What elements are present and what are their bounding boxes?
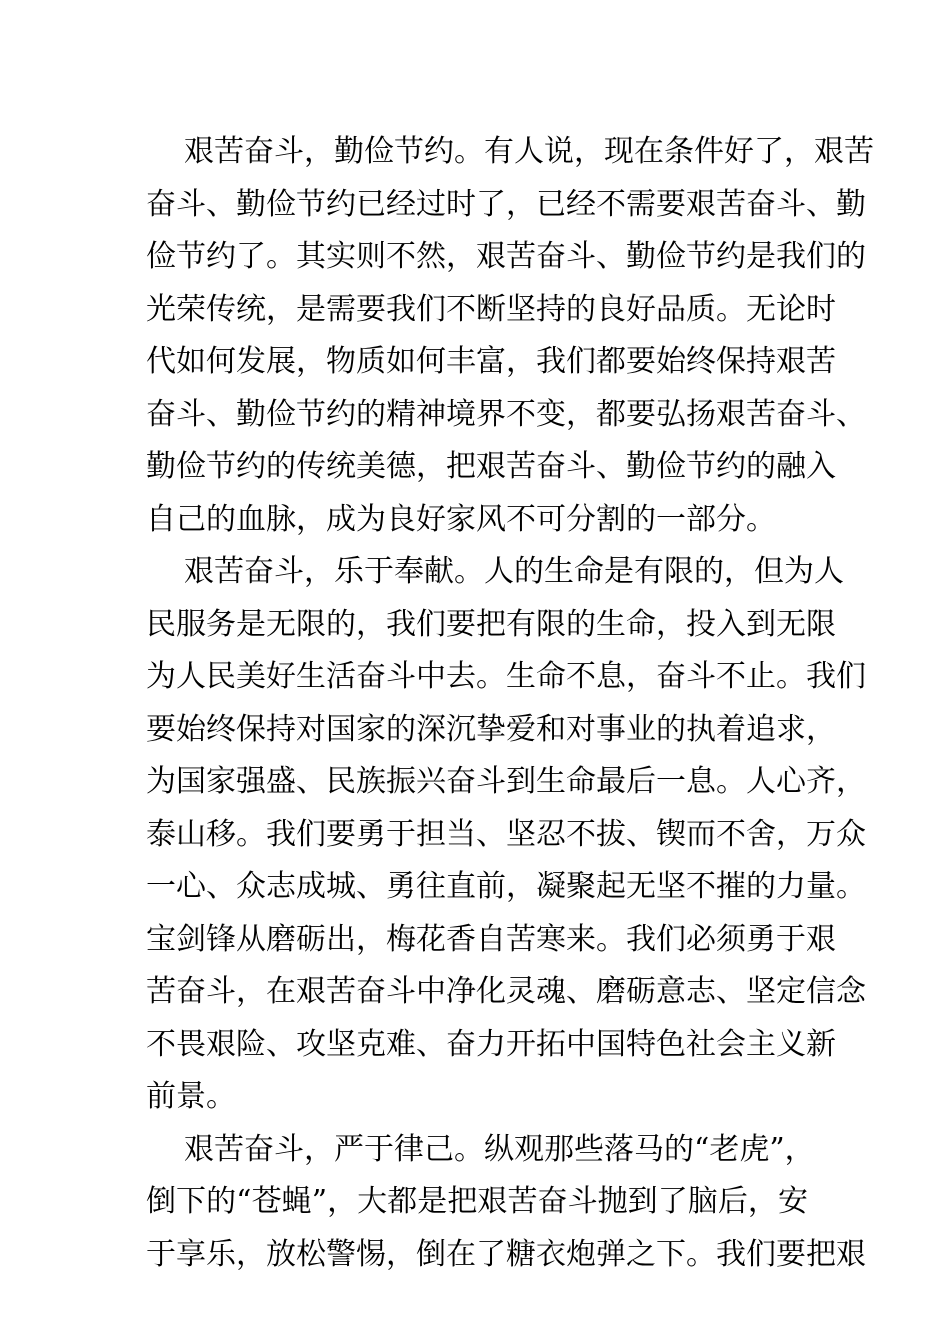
text-line: 俭节约了。其实则不然，艰苦奋斗、勤俭节约是我们的: [146, 239, 866, 274]
text-line: 宝剑锋从磨砺出，梅花香自苦寒来。我们必须勇于艰: [146, 921, 836, 957]
text-line: 艰苦奋斗，勤俭节约。有人说，现在条件好了，艰苦: [184, 134, 874, 169]
text-line: 光荣传统，是需要我们不断坚持的良好品质。无论时: [146, 291, 836, 327]
text-line: 艰苦奋斗，乐于奉献。人的生命是有限的，但为人: [184, 554, 844, 589]
paragraph-self-discipline: [146, 1124, 866, 1282]
paragraph-frugality: [146, 126, 874, 546]
text-line: 奋斗、勤俭节约已经过时了，已经不需要艰苦奋斗、勤: [146, 186, 866, 222]
text-line: 泰山移。我们要勇于担当、坚忍不拔、锲而不舍，万众: [146, 816, 866, 852]
text-line: 于享乐，放松警惕，倒在了糖衣炮弹之下。我们要把艰: [146, 1236, 866, 1272]
text-line: 为人民美好生活奋斗中去。生命不息，奋斗不止。我们: [146, 659, 866, 694]
text-line: 奋斗、勤俭节约的精神境界不变，都要弘扬艰苦奋斗、: [146, 396, 866, 432]
text-line: 民服务是无限的，我们要把有限的生命，投入到无限: [146, 606, 836, 642]
text-line: 要始终保持对国家的深沉挚爱和对事业的执着追求，: [146, 711, 836, 747]
text-line: 自己的血脉，成为良好家风不可分割的一部分。: [146, 501, 776, 537]
text-line: 前景。: [146, 1079, 236, 1114]
text-line: 勤俭节约的传统美德，把艰苦奋斗、勤俭节约的融入: [146, 449, 836, 484]
text-line: 艰苦奋斗，严于律己。纵观那些落马的“老虎”，: [184, 1131, 815, 1167]
document-body: [146, 126, 874, 1281]
text-line: 一心、众志成城、勇往直前，凝聚起无坚不摧的力量。: [146, 869, 866, 904]
text-line: 倒下的“苍蝇”，大都是把艰苦奋斗抛到了脑后，安: [146, 1184, 808, 1219]
text-line: 为国家强盛、民族振兴奋斗到生命最后一息。人心齐，: [146, 764, 866, 799]
text-line: 代如何发展，物质如何丰富，我们都要始终保持艰苦: [146, 344, 836, 379]
text-line: 不畏艰险、攻坚克难、奋力开拓中国特色社会主义新: [146, 1026, 836, 1062]
text-line: 苦奋斗，在艰苦奋斗中净化灵魂、磨砺意志、坚定信念: [146, 974, 866, 1009]
paragraph-dedication: [146, 546, 866, 1124]
